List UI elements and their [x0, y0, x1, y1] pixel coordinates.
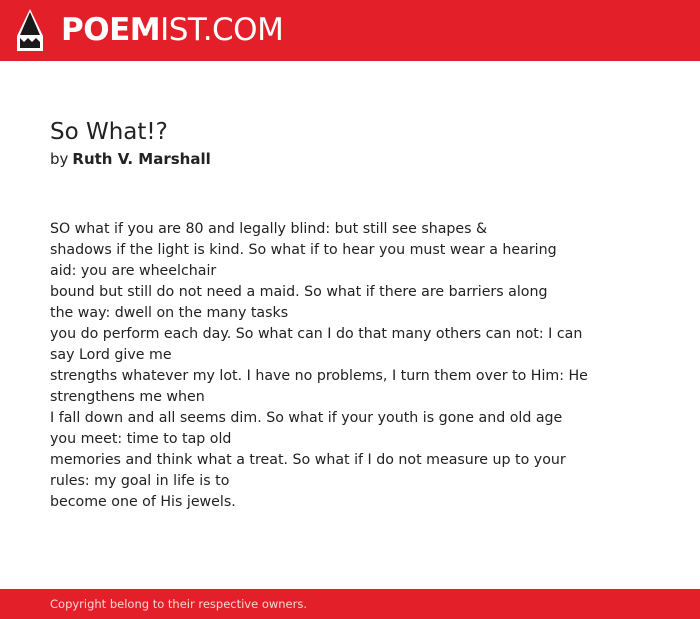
poem-line: SO what if you are 80 and legally blind: but still see shapes &	[50, 221, 488, 237]
logo-light-text: IST.COM	[160, 12, 284, 48]
author-name[interactable]: Ruth V. Marshall	[72, 150, 211, 168]
site-header	[0, 0, 700, 61]
poem-line: you do perform each day. So what can I do that many others can not: I can	[50, 326, 583, 342]
poem-line: become one of His jewels.	[50, 494, 236, 510]
poem-line: strengths whatever my lot. I have no problems, I turn them over to Him: He	[50, 368, 588, 384]
poem-line: the way: dwell on the many tasks	[50, 305, 289, 321]
site-footer	[0, 589, 700, 619]
pencil-tip-icon[interactable]	[16, 9, 44, 51]
poem-line: bound but still do not need a maid. So what if there are barriers along	[50, 284, 548, 300]
poem-line: strengthens me when	[50, 389, 205, 405]
by-label: by	[50, 150, 69, 168]
site-logo[interactable]	[61, 11, 283, 49]
poem-line: I fall down and all seems dim. So what if your youth is gone and old age	[50, 410, 563, 426]
poem-line: you meet: time to tap old	[50, 431, 232, 447]
poem-byline	[50, 149, 211, 169]
poem-line: shadows if the light is kind. So what if to hear you must wear a hearing	[50, 242, 557, 258]
copyright-notice: Copyright belong to their respective owners.	[50, 597, 308, 611]
poem-line: rules: my goal in life is to	[50, 473, 230, 489]
poem-body	[50, 219, 610, 513]
poem-title: So What!?	[50, 119, 168, 145]
poem-line: aid: you are wheelchair	[50, 263, 217, 279]
poem-line: memories and think what a treat. So what if I do not measure up to your	[50, 452, 566, 468]
logo-bold-text: POEM	[61, 12, 161, 48]
poem-line: say Lord give me	[50, 347, 172, 363]
